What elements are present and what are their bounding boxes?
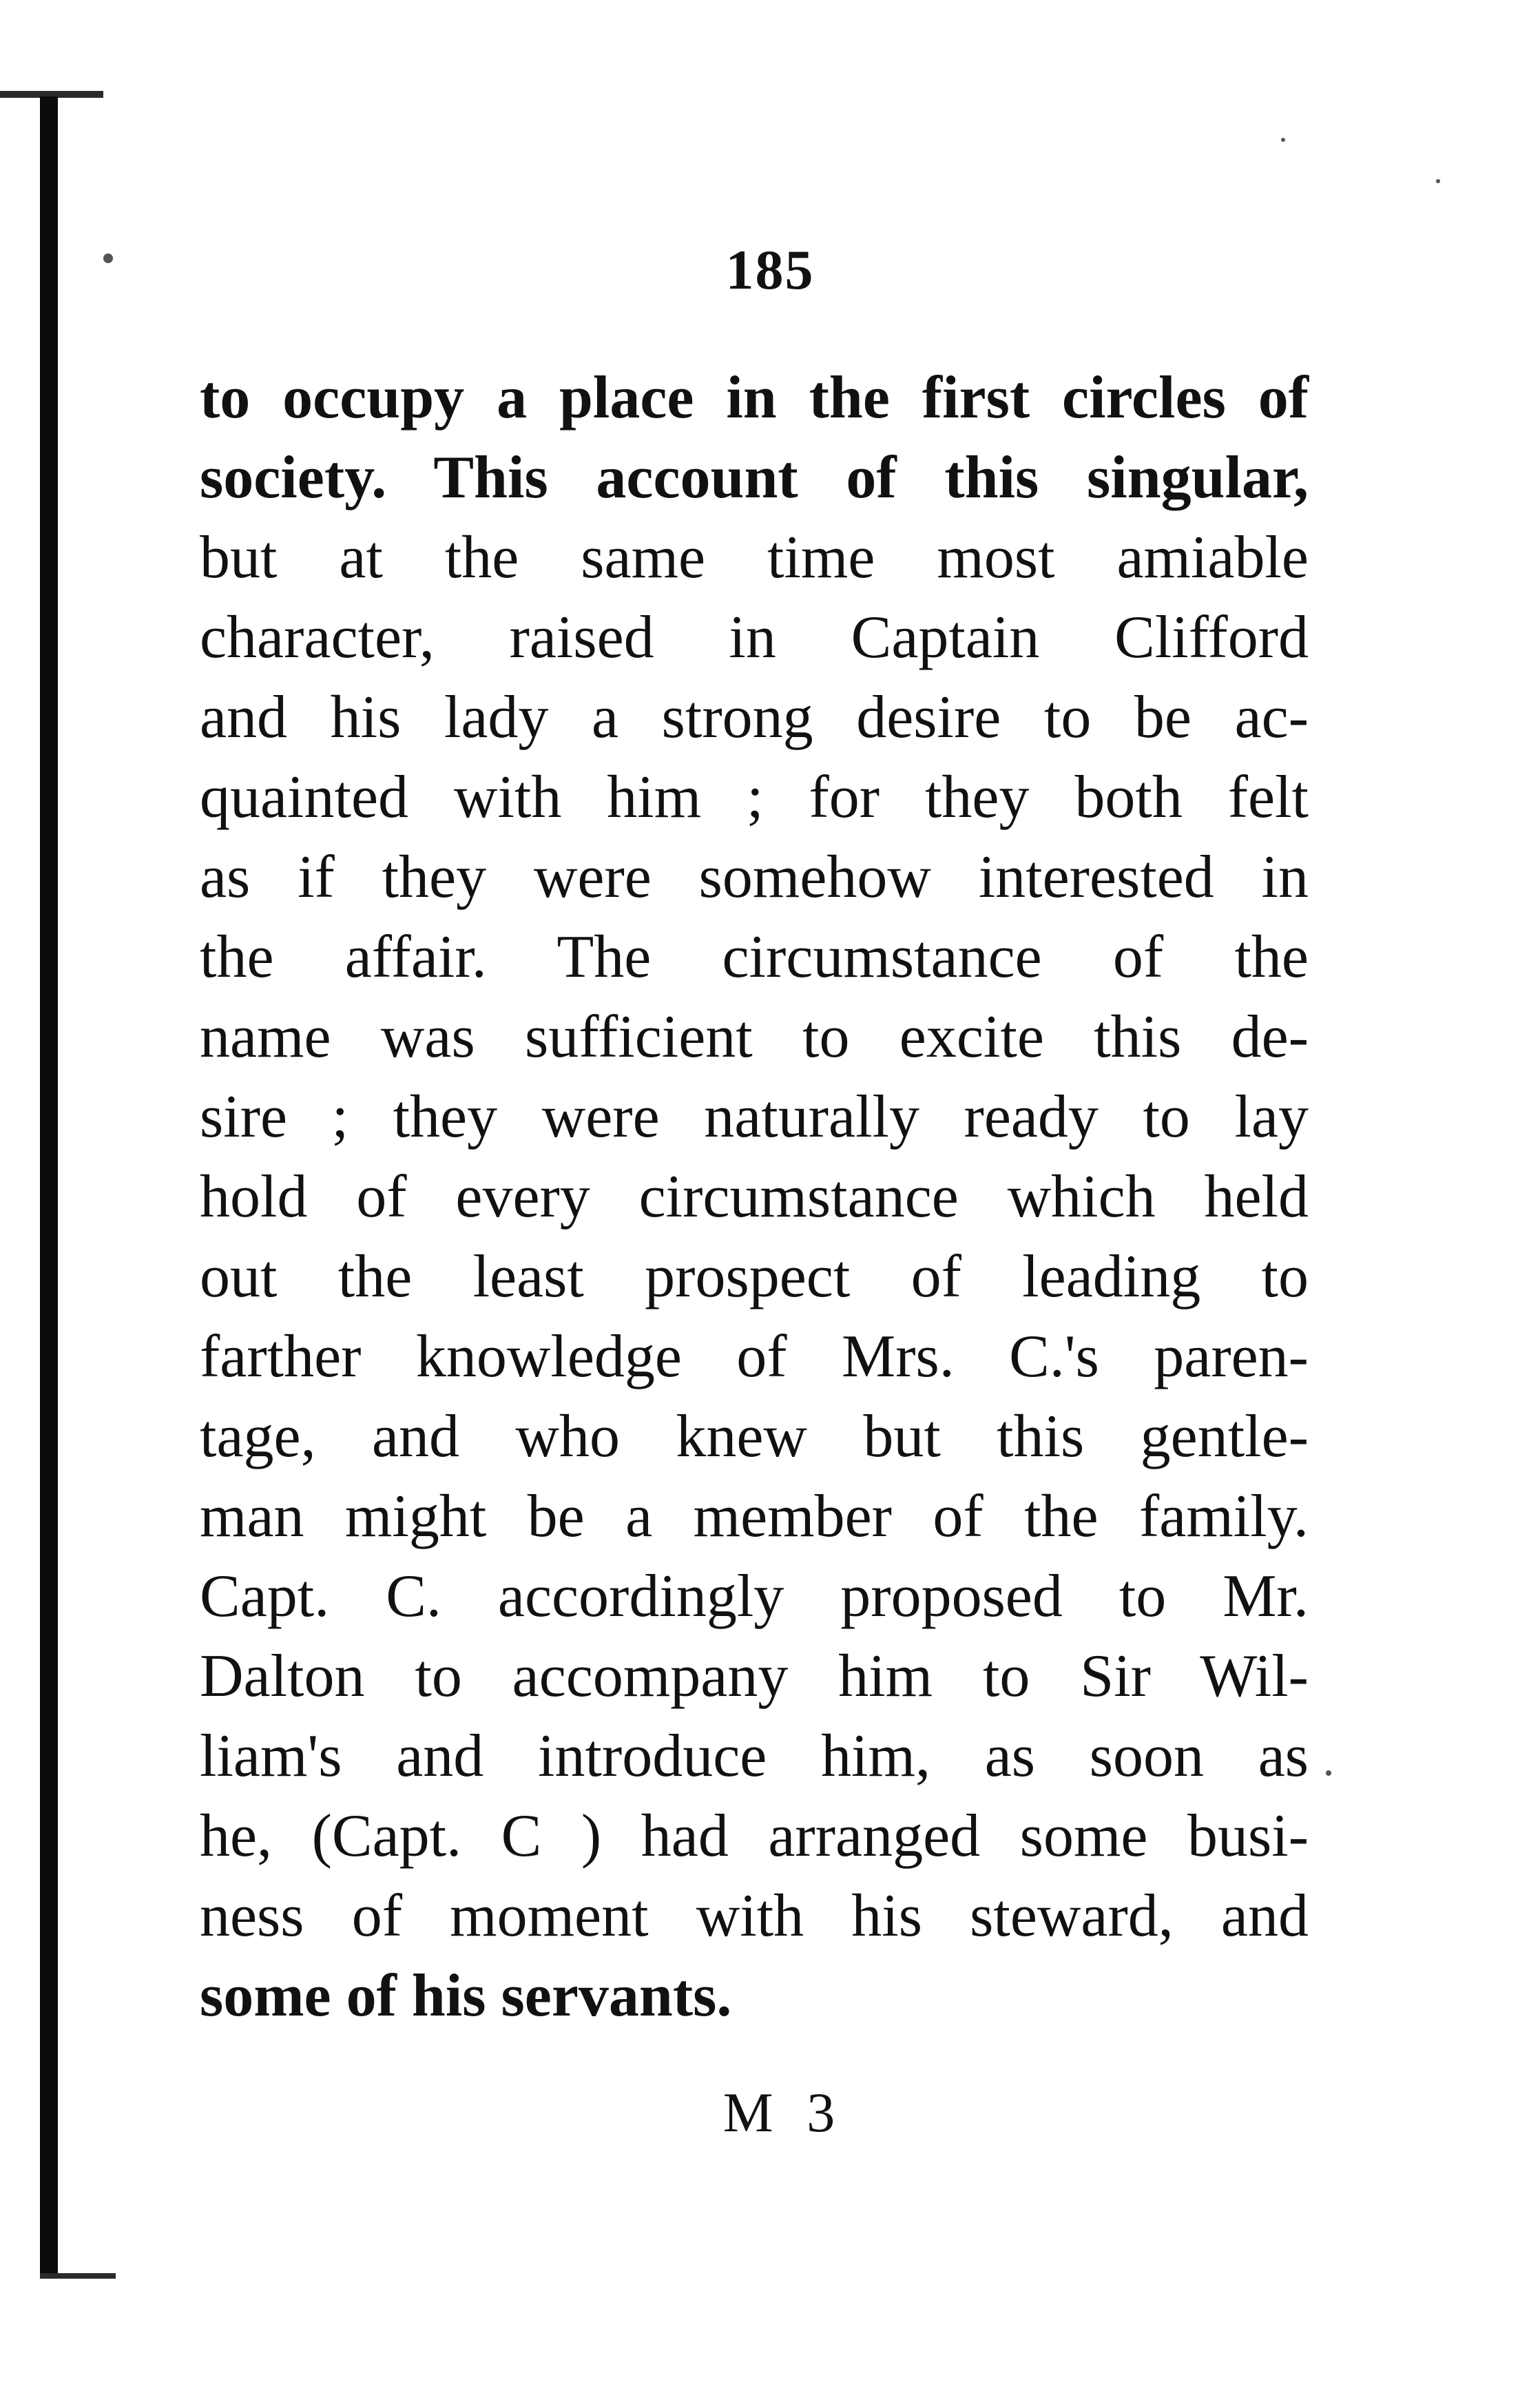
text-line: Dalton to accompany him to Sir Wil- (200, 1643, 1309, 1710)
text-line: the affair. The circumstance of the (200, 924, 1309, 991)
text-line: Capt. C. accordingly proposed to Mr. (200, 1563, 1309, 1630)
binding-foot-rule (40, 2273, 116, 2279)
text-line: society. This account of this singular, (200, 444, 1309, 511)
text-line: name was sufficient to excite this de- (200, 1004, 1309, 1070)
binding-edge-rule (40, 96, 58, 2273)
ink-speck (1326, 1770, 1331, 1776)
body-text (200, 358, 1309, 2036)
text-line: man might be a member of the family. (200, 1483, 1309, 1550)
signature-mark: M 3 (722, 2081, 845, 2144)
text-line: ness of moment with his steward, and (200, 1883, 1309, 1949)
ink-speck (1436, 179, 1440, 183)
text-line: as if they were somehow interested in (200, 844, 1309, 911)
text-line: some of his servants. (200, 1962, 732, 2029)
text-line: sire ; they were naturally ready to lay (200, 1084, 1309, 1150)
page-number: 185 (725, 238, 815, 301)
text-line: and his lady a strong desire to be ac- (200, 684, 1309, 751)
text-line: tage, and who knew but this gentle- (200, 1403, 1309, 1470)
text-line: he, (Capt. C ) had arranged some busi- (200, 1803, 1309, 1870)
text-line: farther knowledge of Mrs. C.'s paren- (200, 1323, 1309, 1390)
text-line: character, raised in Captain Clifford (200, 604, 1309, 671)
text-line: hold of every circumstance which held (200, 1163, 1309, 1230)
text-line: quainted with him ; for they both felt (200, 764, 1309, 831)
text-line: to occupy a place in the first circles of (200, 364, 1309, 431)
text-line: liam's and introduce him, as soon as (200, 1723, 1309, 1790)
text-line: but at the same time most amiable (200, 524, 1309, 591)
ink-speck (1281, 138, 1285, 142)
text-line: out the least prospect of leading to (200, 1243, 1309, 1310)
